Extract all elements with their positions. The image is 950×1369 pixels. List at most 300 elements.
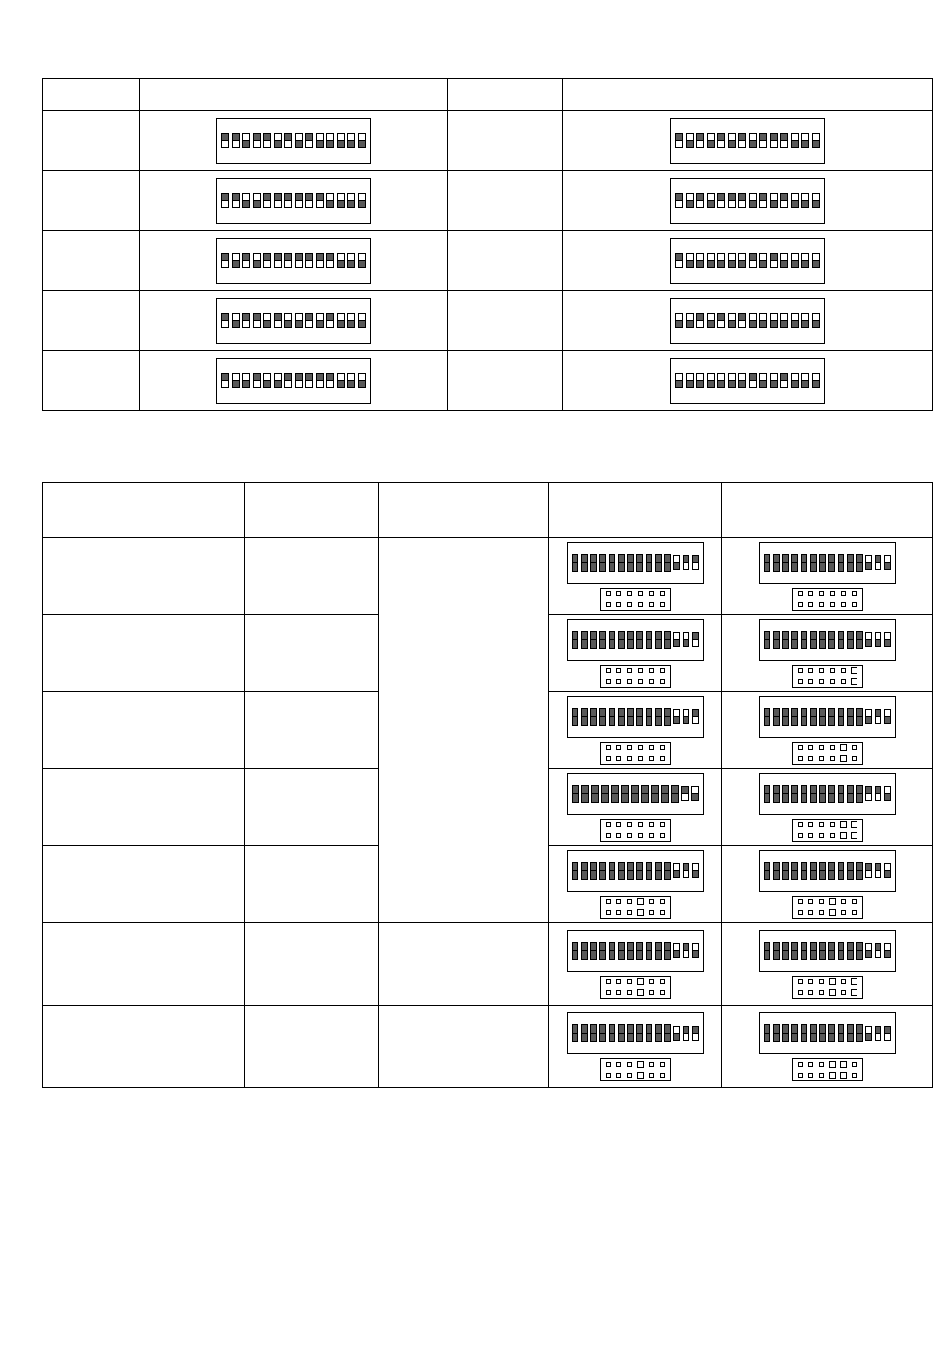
- dip-switch-position: [865, 863, 872, 878]
- jumper-block: [792, 742, 863, 765]
- dip-switch-position: [646, 708, 653, 726]
- dip-switch-position: [875, 863, 882, 878]
- jumper-pin: [637, 1072, 644, 1079]
- dip-switch-position: [791, 313, 799, 328]
- dip-switch-position: [572, 942, 579, 960]
- dip-switch-position: [599, 942, 606, 960]
- dip-switch-position: [646, 1024, 653, 1042]
- dip-switch-position: [812, 313, 820, 328]
- table-row: [43, 1006, 933, 1088]
- dip-switch-position: [242, 133, 250, 148]
- dip-switch-position: [791, 862, 798, 880]
- dip-switch-position: [770, 133, 778, 148]
- dip-switch-position: [636, 554, 643, 572]
- jumper-pin: [648, 909, 655, 916]
- label-cell: [43, 111, 140, 171]
- label-cell: [379, 923, 549, 1006]
- header-cell: [448, 79, 563, 111]
- dip-switch-position: [819, 1024, 826, 1042]
- dip-switch-position: [221, 313, 229, 328]
- jumper-pin: [807, 1061, 814, 1068]
- dip-switch-position: [728, 133, 736, 148]
- jumper-pin: [637, 1061, 644, 1068]
- jumper-pin: [626, 755, 633, 762]
- dip-switch-position: [791, 133, 799, 148]
- dip-switch-position: [646, 862, 653, 880]
- jumper-pin: [659, 989, 666, 996]
- dip-jumper-cell: [549, 923, 722, 1006]
- dip-switch-position: [828, 554, 835, 572]
- label-cell: [43, 769, 245, 846]
- dip-switch-position: [263, 193, 271, 208]
- dip-cell: [563, 171, 933, 231]
- jumper-pin: [851, 744, 858, 751]
- dip-switch-position: [759, 313, 767, 328]
- dip-switch-position: [274, 313, 282, 328]
- jumper-pin: [659, 678, 666, 685]
- dip-switch-table-1: [42, 78, 933, 411]
- dip-switch-position: [738, 193, 746, 208]
- jumper-pin: [829, 989, 836, 996]
- jumper-pin: [626, 590, 633, 597]
- dip-switch-position: [838, 554, 845, 572]
- dip-switch-position: [780, 193, 788, 208]
- dip-switch-position: [707, 193, 715, 208]
- dip-switch-position: [316, 133, 324, 148]
- dip-switch-position: [618, 708, 625, 726]
- dip-switch-position: [326, 313, 334, 328]
- dip-switch-position: [801, 631, 808, 649]
- header-cell: [549, 483, 722, 538]
- jumper-pin: [615, 590, 622, 597]
- dip-switch-position: [221, 133, 229, 148]
- dip-switch-position: [683, 943, 690, 958]
- dip-switch-position: [875, 943, 882, 958]
- jumper-pin: [637, 909, 644, 916]
- dip-switch-position: [253, 133, 261, 148]
- jumper-pin: [818, 989, 825, 996]
- dip-switch-position: [337, 373, 345, 388]
- dip-switch-position: [316, 313, 324, 328]
- dip-switch-position: [671, 785, 678, 803]
- dip-switch-position: [242, 193, 250, 208]
- jumper-pin: [829, 755, 836, 762]
- jumper-pin: [851, 667, 858, 674]
- jumper-pin: [829, 1061, 836, 1068]
- dip-jumper-cell: [722, 923, 933, 1006]
- dip-switch-position: [636, 631, 643, 649]
- table-row: [43, 351, 933, 411]
- dip-switch-position: [810, 1024, 817, 1042]
- jumper-pin: [626, 1072, 633, 1079]
- dip-switch: [216, 298, 371, 344]
- jumper-pin: [615, 667, 622, 674]
- jumper-pin: [637, 898, 644, 905]
- jumper-pin: [818, 1061, 825, 1068]
- dip-switch-position: [673, 1026, 680, 1041]
- jumper-pin: [840, 821, 847, 828]
- dip-switch-position: [675, 193, 683, 208]
- dip-switch-position: [295, 253, 303, 268]
- jumper-pin: [807, 755, 814, 762]
- dip-switch-position: [838, 631, 845, 649]
- jumper-pin: [829, 978, 836, 985]
- dip-switch-position: [782, 554, 789, 572]
- jumper-pin: [659, 601, 666, 608]
- jumper-pin: [637, 821, 644, 828]
- dip-switch-position: [696, 253, 704, 268]
- dip-switch: [759, 1012, 896, 1054]
- label-cell: [448, 111, 563, 171]
- jumper-pin: [797, 744, 804, 751]
- jumper-pin: [818, 898, 825, 905]
- dip-switch-position: [828, 1024, 835, 1042]
- dip-switch-position: [263, 133, 271, 148]
- dip-switch-position: [664, 862, 671, 880]
- dip-jumper-cell: [722, 538, 933, 615]
- jumper-pin: [851, 832, 858, 839]
- table-row: [43, 111, 933, 171]
- dip-switch-position: [253, 193, 261, 208]
- dip-switch-position: [828, 631, 835, 649]
- dip-jumper-cell: [549, 538, 722, 615]
- dip-switch-position: [819, 942, 826, 960]
- dip-jumper-cell: [722, 615, 933, 692]
- dip-switch-position: [581, 862, 588, 880]
- label-cell: [245, 538, 379, 615]
- dip-switch-position: [847, 1024, 854, 1042]
- jumper-pin: [807, 821, 814, 828]
- jumper-pin: [648, 978, 655, 985]
- dip-switch-position: [791, 631, 798, 649]
- jumper-pin: [829, 744, 836, 751]
- dip-switch-position: [773, 708, 780, 726]
- dip-switch-position: [284, 373, 292, 388]
- dip-switch-position: [627, 708, 634, 726]
- dip-switch-position: [305, 373, 313, 388]
- jumper-pin: [851, 590, 858, 597]
- dip-switch-position: [801, 313, 809, 328]
- dip-switch-position: [828, 942, 835, 960]
- dip-switch-position: [875, 555, 882, 570]
- dip-switch: [216, 358, 371, 404]
- dip-switch-position: [581, 785, 588, 803]
- dip-switch-position: [707, 133, 715, 148]
- dip-switch-position: [295, 193, 303, 208]
- dip-switch: [759, 930, 896, 972]
- dip-switch-position: [295, 373, 303, 388]
- dip-switch-position: [791, 708, 798, 726]
- dip-switch-position: [337, 253, 345, 268]
- dip-switch-position: [572, 708, 579, 726]
- dip-switch-position: [664, 554, 671, 572]
- dip-switch-position: [646, 942, 653, 960]
- dip-switch-position: [316, 193, 324, 208]
- dip-switch: [759, 773, 896, 815]
- dip-switch-position: [590, 631, 597, 649]
- table-row: [43, 538, 933, 615]
- jumper-pin: [637, 978, 644, 985]
- jumper-pin: [797, 898, 804, 905]
- dip-switch-position: [759, 133, 767, 148]
- dip-switch-position: [627, 1024, 634, 1042]
- dip-switch-position: [865, 786, 872, 801]
- dip-jumper-cell: [549, 846, 722, 923]
- jumper-pin: [637, 755, 644, 762]
- jumper-pin: [626, 832, 633, 839]
- label-cell: [245, 692, 379, 769]
- dip-switch-position: [801, 373, 809, 388]
- label-cell: [43, 231, 140, 291]
- dip-switch-position: [801, 942, 808, 960]
- jumper-pin: [659, 978, 666, 985]
- dip-switch-position: [847, 862, 854, 880]
- dip-switch-position: [627, 554, 634, 572]
- jumper-pin: [626, 744, 633, 751]
- jumper-pin: [807, 744, 814, 751]
- jumper-pin: [637, 667, 644, 674]
- dip-switch-position: [875, 632, 882, 647]
- dip-switch-position: [780, 133, 788, 148]
- dip-switch-position: [801, 862, 808, 880]
- jumper-pin: [605, 678, 612, 685]
- jumper-pin: [615, 755, 622, 762]
- header-cell: [245, 483, 379, 538]
- jumper-pin: [797, 601, 804, 608]
- dip-switch-position: [609, 708, 616, 726]
- dip-switch-position: [618, 554, 625, 572]
- jumper-pin: [615, 1061, 622, 1068]
- jumper-pin: [807, 989, 814, 996]
- jumper-pin: [605, 832, 612, 839]
- dip-switch-position: [572, 862, 579, 880]
- dip-switch: [670, 358, 825, 404]
- jumper-pin: [829, 590, 836, 597]
- label-cell: [448, 231, 563, 291]
- dip-switch-position: [274, 133, 282, 148]
- jumper-pin: [797, 1072, 804, 1079]
- jumper-pin: [797, 1061, 804, 1068]
- dip-switch-position: [673, 943, 680, 958]
- dip-switch-position: [305, 133, 313, 148]
- dip-switch-position: [865, 555, 872, 570]
- jumper-pin: [851, 1072, 858, 1079]
- label-cell: [43, 692, 245, 769]
- dip-switch-position: [728, 253, 736, 268]
- dip-switch-position: [856, 708, 863, 726]
- label-cell: [43, 1006, 245, 1088]
- jumper-pin: [605, 601, 612, 608]
- dip-switch-position: [856, 554, 863, 572]
- dip-switch-position: [884, 943, 891, 958]
- dip-switch-position: [764, 554, 771, 572]
- dip-switch-position: [683, 709, 690, 724]
- dip-switch-position: [812, 133, 820, 148]
- dip-switch-position: [791, 193, 799, 208]
- dip-switch-position: [599, 554, 606, 572]
- dip-switch-position: [838, 785, 845, 803]
- dip-switch: [216, 238, 371, 284]
- jumper-pin: [829, 1072, 836, 1079]
- dip-switch-position: [631, 785, 638, 803]
- jumper-pin: [807, 678, 814, 685]
- jumper-pin: [840, 744, 847, 751]
- jumper-block: [792, 665, 863, 688]
- jumper-pin: [626, 821, 633, 828]
- dip-cell: [140, 351, 448, 411]
- dip-switch-position: [707, 313, 715, 328]
- jumper-pin: [648, 1061, 655, 1068]
- dip-switch-position: [305, 253, 313, 268]
- header-cell: [43, 483, 245, 538]
- dip-switch-position: [358, 133, 366, 148]
- jumper-pin: [605, 978, 612, 985]
- dip-switch-position: [581, 942, 588, 960]
- dip-switch-position: [599, 631, 606, 649]
- dip-switch-position: [232, 253, 240, 268]
- jumper-pin: [659, 744, 666, 751]
- jumper-pin: [797, 590, 804, 597]
- jumper-pin: [615, 744, 622, 751]
- dip-switch-position: [819, 554, 826, 572]
- dip-switch-position: [810, 631, 817, 649]
- jumper-block: [792, 1058, 863, 1081]
- dip-switch-position: [782, 1024, 789, 1042]
- dip-switch-position: [696, 133, 704, 148]
- dip-switch-position: [326, 133, 334, 148]
- jumper-pin: [605, 590, 612, 597]
- dip-switch-position: [749, 373, 757, 388]
- dip-switch: [670, 118, 825, 164]
- dip-switch-position: [358, 253, 366, 268]
- dip-switch: [567, 930, 704, 972]
- jumper-block: [600, 742, 671, 765]
- dip-switch-position: [884, 863, 891, 878]
- dip-switch-position: [242, 373, 250, 388]
- label-cell: [43, 538, 245, 615]
- jumper-pin: [648, 1072, 655, 1079]
- jumper-pin: [626, 898, 633, 905]
- jumper-pin: [615, 909, 622, 916]
- jumper-pin: [851, 909, 858, 916]
- jumper-pin: [840, 601, 847, 608]
- dip-switch-position: [675, 373, 683, 388]
- dip-switch-position: [810, 554, 817, 572]
- dip-switch-position: [801, 708, 808, 726]
- dip-switch-position: [295, 313, 303, 328]
- jumper-pin: [829, 821, 836, 828]
- dip-switch-position: [686, 373, 694, 388]
- table-header-row: [43, 483, 933, 538]
- jumper-pin: [840, 755, 847, 762]
- dip-switch: [670, 238, 825, 284]
- jumper-pin: [829, 898, 836, 905]
- header-cell: [722, 483, 933, 538]
- dip-jumper-cell: [549, 692, 722, 769]
- dip-switch-position: [337, 193, 345, 208]
- dip-cell: [563, 291, 933, 351]
- dip-switch-position: [655, 862, 662, 880]
- dip-switch-position: [572, 631, 579, 649]
- dip-switch-position: [838, 708, 845, 726]
- jumper-pin: [605, 909, 612, 916]
- dip-switch-position: [828, 708, 835, 726]
- dip-jumper-cell: [722, 1006, 933, 1088]
- dip-jumper-cell: [549, 615, 722, 692]
- jumper-pin: [615, 1072, 622, 1079]
- dip-switch-position: [326, 373, 334, 388]
- dip-switch-position: [692, 1026, 699, 1041]
- jumper-pin: [829, 601, 836, 608]
- dip-switch-position: [609, 942, 616, 960]
- dip-switch-position: [572, 554, 579, 572]
- label-cell: [43, 615, 245, 692]
- dip-switch-position: [636, 708, 643, 726]
- dip-switch-position: [609, 862, 616, 880]
- header-cell: [379, 483, 549, 538]
- jumper-block: [600, 896, 671, 919]
- jumper-block: [792, 819, 863, 842]
- dip-switch-position: [764, 785, 771, 803]
- dip-switch-position: [738, 253, 746, 268]
- dip-switch-position: [581, 708, 588, 726]
- jumper-pin: [807, 832, 814, 839]
- dip-switch-position: [791, 373, 799, 388]
- jumper-pin: [840, 978, 847, 985]
- dip-switch-position: [801, 253, 809, 268]
- dip-switch-position: [819, 631, 826, 649]
- dip-switch-position: [764, 631, 771, 649]
- jumper-pin: [659, 909, 666, 916]
- dip-switch-position: [738, 313, 746, 328]
- dip-switch-position: [692, 632, 699, 647]
- dip-switch-position: [599, 708, 606, 726]
- dip-switch-position: [655, 708, 662, 726]
- dip-switch-position: [759, 193, 767, 208]
- dip-switch-position: [673, 632, 680, 647]
- dip-switch-position: [347, 313, 355, 328]
- dip-switch-position: [618, 862, 625, 880]
- dip-switch-position: [875, 1026, 882, 1041]
- jumper-pin: [797, 667, 804, 674]
- jumper-pin: [807, 978, 814, 985]
- dip-switch-position: [717, 313, 725, 328]
- label-cell: [43, 171, 140, 231]
- jumper-pin: [615, 601, 622, 608]
- header-cell: [563, 79, 933, 111]
- dip-switch-position: [347, 373, 355, 388]
- jumper-pin: [851, 1061, 858, 1068]
- dip-switch-position: [232, 193, 240, 208]
- jumper-pin: [637, 590, 644, 597]
- dip-switch-position: [770, 373, 778, 388]
- jumper-pin: [659, 821, 666, 828]
- table-row: [43, 231, 933, 291]
- jumper-pin: [605, 898, 612, 905]
- jumper-pin: [659, 1072, 666, 1079]
- jumper-pin: [605, 755, 612, 762]
- dip-switch-position: [738, 373, 746, 388]
- jumper-pin: [648, 832, 655, 839]
- dip-switch-position: [673, 555, 680, 570]
- dip-switch-position: [707, 373, 715, 388]
- jumper-pin: [605, 667, 612, 674]
- dip-switch-position: [590, 1024, 597, 1042]
- dip-switch-position: [326, 193, 334, 208]
- dip-switch-position: [263, 253, 271, 268]
- jumper-pin: [626, 909, 633, 916]
- jumper-pin: [807, 898, 814, 905]
